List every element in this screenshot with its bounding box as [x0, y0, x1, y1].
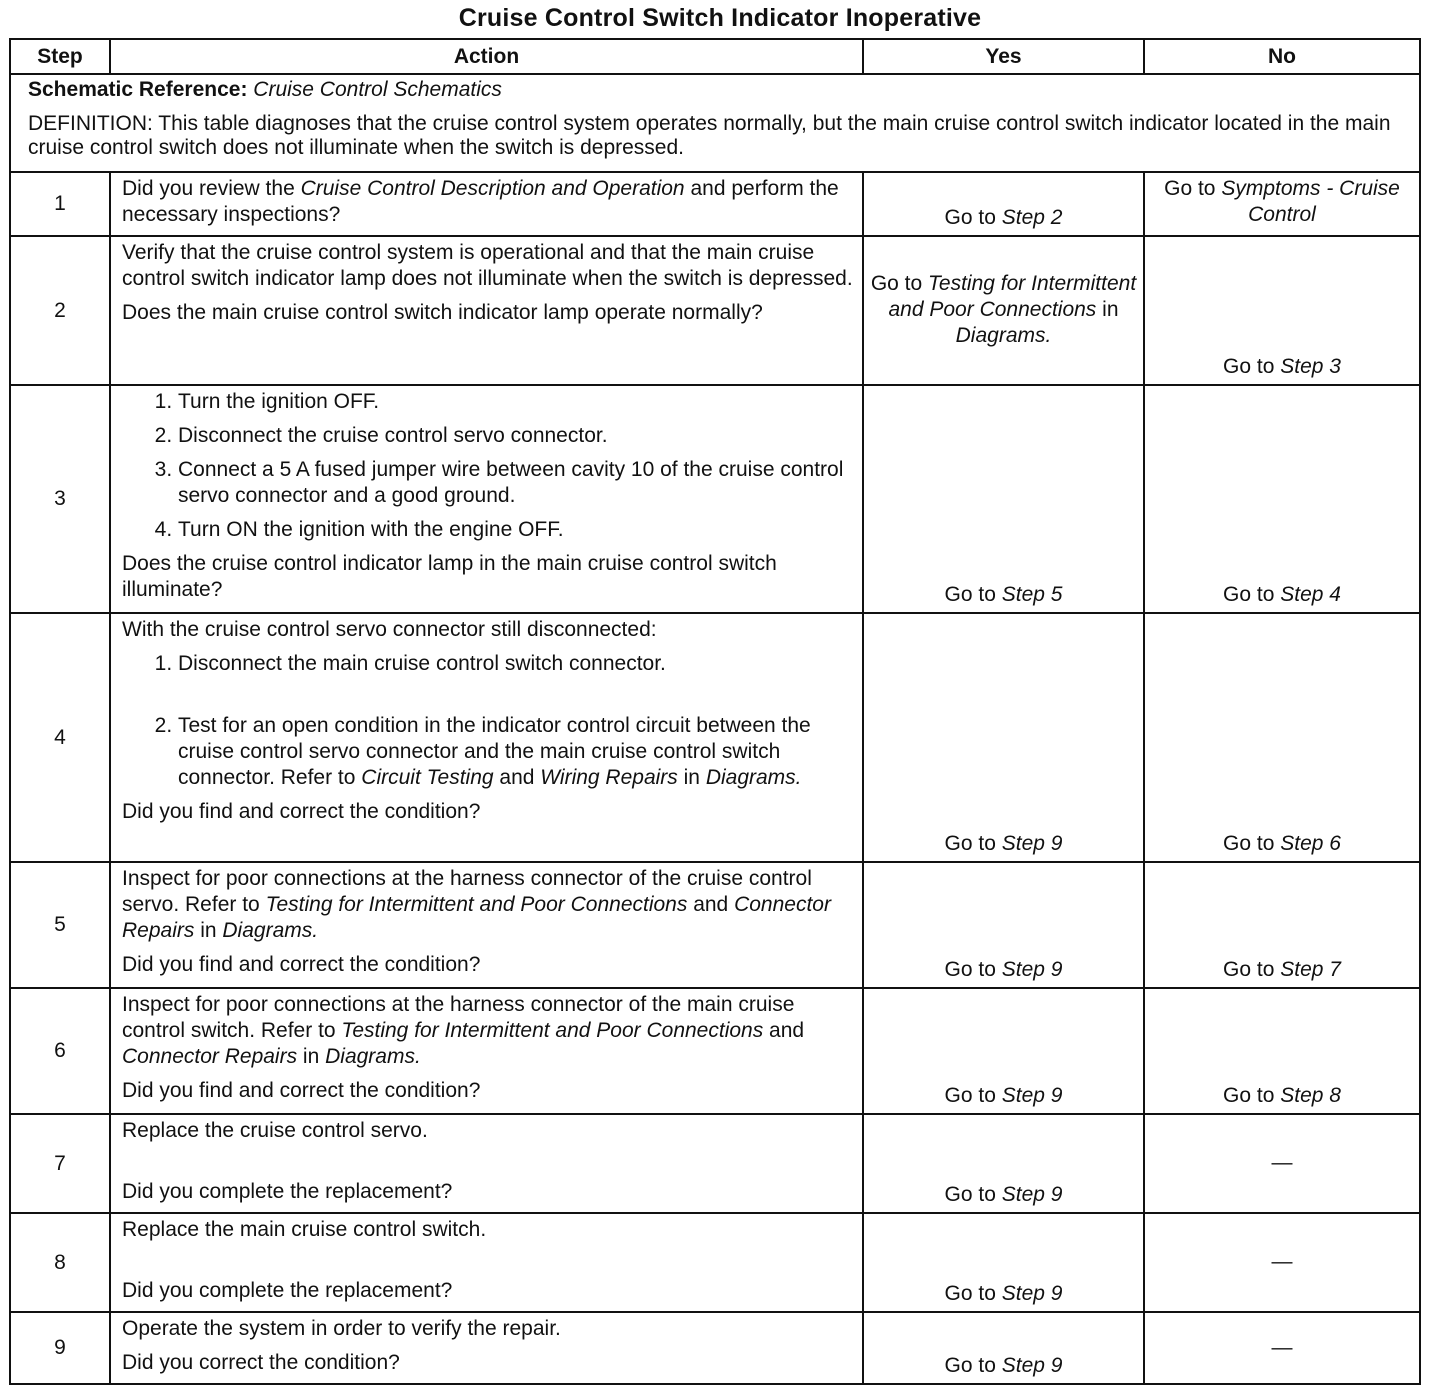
doc-reference: Connector Repairs — [122, 893, 831, 942]
no-link: Symptoms - Cruise Control — [1221, 177, 1400, 226]
no-cell — [1144, 172, 1420, 236]
action-question: Did you complete the replacement? — [122, 1279, 453, 1302]
no-link: Step 7 — [1280, 958, 1341, 981]
no-text: Go to — [1223, 355, 1281, 378]
action-cell — [110, 1114, 863, 1213]
yes-link: Step 2 — [1001, 206, 1063, 229]
list-item: 1. Turn the ignition OFF. — [178, 389, 854, 415]
header-yes: Yes — [863, 39, 1144, 74]
header-action: Action — [110, 39, 863, 74]
yes-text: Go to — [944, 958, 1002, 981]
no-text: Go to — [1223, 832, 1281, 855]
no-cell — [1144, 1114, 1420, 1213]
action-text: and — [687, 893, 735, 916]
yes-text: Go to — [944, 583, 1002, 606]
table-row — [10, 385, 1420, 613]
list-item — [178, 713, 854, 791]
no-text: Go to — [1164, 177, 1222, 200]
action-text: Operate the system in order to verify the repair. — [122, 1317, 561, 1340]
table-row — [10, 862, 1420, 988]
yes-link: Step 9 — [1001, 1084, 1063, 1107]
action-cell — [110, 613, 863, 862]
action-text: Replace the cruise control servo. — [122, 1119, 428, 1142]
action-question: Did you correct the condition? — [122, 1351, 400, 1374]
yes-link: Step 9 — [1001, 832, 1063, 855]
table-row — [10, 1213, 1420, 1312]
yes-text: in — [1096, 298, 1119, 321]
reference-row — [10, 74, 1420, 172]
action-text: in — [297, 1045, 326, 1068]
doc-reference: Diagrams. — [222, 919, 319, 942]
yes-link: Diagrams. — [955, 324, 1052, 347]
table-row — [10, 1114, 1420, 1213]
action-question: Did you find and correct the condition? — [122, 800, 481, 823]
yes-text: Go to — [944, 1354, 1002, 1377]
schematic-reference-value: Cruise Control Schematics — [253, 78, 502, 101]
action-steps-list — [122, 389, 854, 543]
action-cell — [110, 1213, 863, 1312]
yes-text: Go to — [944, 206, 1002, 229]
yes-text: Go to — [944, 1183, 1002, 1206]
step-number: 7 — [10, 1114, 110, 1213]
action-text: and — [493, 766, 541, 789]
yes-cell — [863, 236, 1144, 385]
table-row — [10, 1312, 1420, 1384]
yes-link: Step 9 — [1001, 1183, 1063, 1206]
step-number: 2 — [10, 236, 110, 385]
yes-cell — [863, 862, 1144, 988]
action-question: Did you complete the replacement? — [122, 1180, 453, 1203]
doc-reference: Diagrams. — [705, 766, 802, 789]
action-text: Replace the main cruise control switch. — [122, 1218, 487, 1241]
header-step: Step — [10, 39, 110, 74]
definition-text: DEFINITION: This table diagnoses that the cruise control system operates normally, but the main cruise control switch indicator located in the main cruise control switch does not illuminate when the switch is depressed. — [28, 112, 1391, 159]
yes-link: Step 9 — [1001, 1282, 1063, 1305]
doc-reference: Cruise Control Description and Operation — [300, 177, 685, 200]
action-cell — [110, 862, 863, 988]
action-cell — [110, 172, 863, 236]
action-text: Inspect for poor connections at the harness connector of the cruise control servo. Refer to — [122, 867, 812, 916]
yes-cell — [863, 1213, 1144, 1312]
step-number: 9 — [10, 1312, 110, 1384]
step-number: 8 — [10, 1213, 110, 1312]
yes-cell — [863, 385, 1144, 613]
no-link: Step 8 — [1280, 1084, 1341, 1107]
step-number: 4 — [10, 613, 110, 862]
no-cell — [1144, 988, 1420, 1114]
yes-text: Go to — [944, 1084, 1002, 1107]
step-number: 6 — [10, 988, 110, 1114]
page-title: Cruise Control Switch Indicator Inoperative — [458, 4, 982, 32]
no-dash: — — [1271, 1250, 1293, 1273]
doc-reference: Testing for Intermittent and Poor Connections — [341, 1019, 764, 1042]
list-item: 1. Disconnect the main cruise control switch connector. — [178, 651, 854, 677]
action-steps-list — [122, 651, 854, 791]
action-text: Test for an open condition in the indicator control circuit between the cruise control servo connector and the main cruise control switch connector. Refer to — [178, 714, 811, 789]
no-cell — [1144, 1312, 1420, 1384]
no-text: Go to — [1223, 958, 1281, 981]
yes-link: Step 5 — [1001, 583, 1063, 606]
yes-text: Go to — [944, 1282, 1002, 1305]
header-row — [10, 39, 1420, 74]
doc-reference: Testing for Intermittent and Poor Connections — [265, 893, 688, 916]
no-cell — [1144, 613, 1420, 862]
action-text: Verify that the cruise control system is operational and that the main cruise control switch indicator lamp does not illuminate when the switch is depressed. — [122, 241, 853, 290]
table-row — [10, 988, 1420, 1114]
no-cell — [1144, 236, 1420, 385]
yes-cell — [863, 988, 1144, 1114]
no-text: Go to — [1223, 583, 1281, 606]
no-link: Step 6 — [1280, 832, 1341, 855]
doc-reference: Connector Repairs — [122, 1045, 298, 1068]
action-cell — [110, 236, 863, 385]
action-text: and perform the necessary inspections? — [122, 177, 839, 226]
table-row — [10, 236, 1420, 385]
schematic-reference-label: Schematic Reference: — [28, 78, 248, 101]
list-item: 4. Turn ON the ignition with the engine OFF. — [178, 517, 854, 543]
no-dash: — — [1271, 1151, 1293, 1174]
action-text: in — [677, 766, 706, 789]
no-link: Step 3 — [1280, 355, 1341, 378]
schematic-reference — [28, 78, 1402, 102]
action-text: With the cruise control servo connector still disconnected: — [122, 618, 657, 641]
action-question: Does the cruise control indicator lamp in the main cruise control switch illuminate? — [122, 552, 777, 601]
yes-cell — [863, 1312, 1144, 1384]
list-item: 3. Connect a 5 A fused jumper wire between cavity 10 of the cruise control servo connector and a good ground. — [178, 457, 854, 509]
yes-link: Step 9 — [1001, 1354, 1063, 1377]
step-number: 1 — [10, 172, 110, 236]
list-item: 2. Disconnect the cruise control servo connector. — [178, 423, 854, 449]
doc-reference: Circuit Testing — [361, 766, 494, 789]
table-row — [10, 613, 1420, 862]
no-text: Go to — [1223, 1084, 1281, 1107]
yes-cell — [863, 613, 1144, 862]
table-row — [10, 172, 1420, 236]
action-cell — [110, 385, 863, 613]
step-number: 5 — [10, 862, 110, 988]
action-text: Did you review the — [122, 177, 301, 200]
action-text: and — [763, 1019, 805, 1042]
action-cell — [110, 1312, 863, 1384]
diagnostic-table — [9, 38, 1421, 1385]
yes-cell — [863, 172, 1144, 236]
doc-reference: Wiring Repairs — [540, 766, 678, 789]
yes-link: Step 9 — [1001, 958, 1063, 981]
no-cell — [1144, 862, 1420, 988]
action-question: Did you find and correct the condition? — [122, 953, 481, 976]
doc-reference: Diagrams. — [325, 1045, 421, 1068]
step-number: 3 — [10, 385, 110, 613]
action-question: Did you find and correct the condition? — [122, 1079, 481, 1102]
no-dash: — — [1271, 1335, 1293, 1359]
no-cell — [1144, 385, 1420, 613]
header-no: No — [1144, 39, 1420, 74]
yes-link: Testing for Intermittent and Poor Connections — [888, 272, 1137, 321]
action-text: Inspect for poor connections at the harness connector of the main cruise control switch. Refer to — [122, 993, 795, 1042]
yes-text: Go to — [870, 272, 929, 295]
action-cell — [110, 988, 863, 1114]
action-text: in — [194, 919, 223, 942]
yes-text: Go to — [944, 832, 1002, 855]
no-cell — [1144, 1213, 1420, 1312]
action-question: Does the main cruise control switch indicator lamp operate normally? — [122, 301, 763, 324]
yes-cell — [863, 1114, 1144, 1213]
reference-cell — [10, 74, 1420, 172]
no-link: Step 4 — [1280, 583, 1341, 606]
